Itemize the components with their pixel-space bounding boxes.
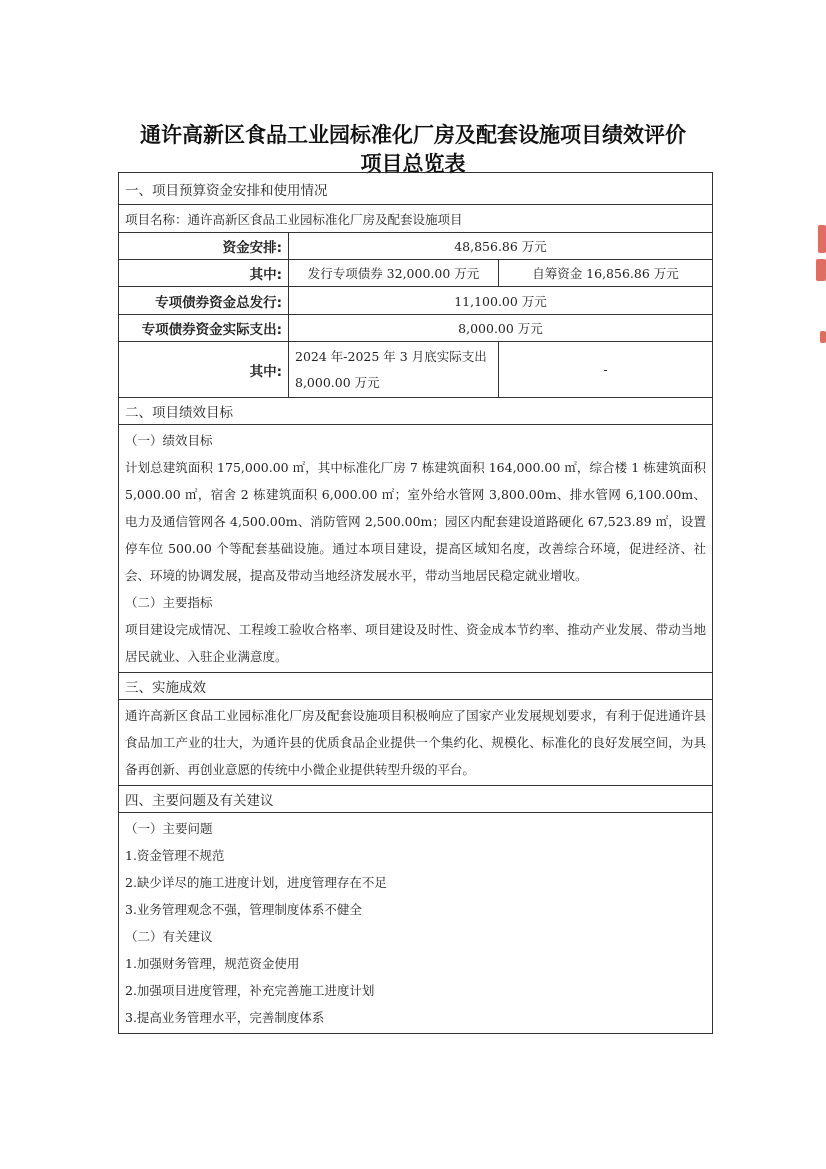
performance-goal-text: 计划总建筑面积 175,000.00 ㎡，其中标准化厂房 7 栋建筑面积 164,000.00 ㎡，综合楼 1 栋建筑面积 5,000.00 ㎡，宿舍 2 栋建筑面积 6,000.00 ㎡；室外给水管网 3,800.00m、排水管网 6,100.00m、电力及通信管网各 4,500.00m、消防管网 2,500.00m；园区内配套建设道路硬化 67,523.89 ㎡，设置停车位 500.00 个等配套基础设施。通过本项目建设，提高区域知名度，改善综合环境，促进经济、社会、环境的协调发展，提高及带动当地经济发展水平，带动当地居民稳定就业增收。 — [125, 460, 706, 583]
bond-spent-label: 专项债券资金实际支出: — [119, 315, 289, 342]
problem-item: 2.缺少详尽的施工进度计划，进度管理存在不足 — [125, 875, 387, 890]
section4-body — [119, 813, 713, 1034]
problem-item: 1.资金管理不规范 — [125, 848, 225, 863]
self-funded-amount: 自筹资金 16,856.86 万元 — [499, 260, 713, 287]
suggestion-item: 2.加强项目进度管理，补充完善施工进度计划 — [125, 983, 375, 998]
overview-table — [118, 172, 713, 1034]
suggestion-item: 3.提高业务管理水平，完善制度体系 — [125, 1010, 325, 1025]
indicators-subheading: （二）主要指标 — [125, 595, 213, 610]
document-title: 通许高新区食品工业园标准化厂房及配套设施项目绩效评价 — [140, 123, 686, 147]
bond-issued-label: 专项债券资金总发行: — [119, 287, 289, 315]
section4-heading: 四、主要问题及有关建议 — [119, 786, 713, 813]
funding-label: 资金安排: — [119, 233, 289, 260]
section1-heading: 一、项目预算资金安排和使用情况 — [119, 173, 713, 205]
section2-body — [119, 425, 713, 673]
funding-breakdown-label: 其中: — [119, 260, 289, 287]
problems-subheading: （一）主要问题 — [125, 821, 213, 836]
bond-spent-value: 8,000.00 万元 — [289, 315, 713, 342]
suggestion-item: 1.加强财务管理，规范资金使用 — [125, 956, 300, 971]
funding-value: 48,856.86 万元 — [289, 233, 713, 260]
document-subtitle: 项目总览表 — [360, 152, 466, 176]
spent-breakdown-label: 其中: — [119, 342, 289, 398]
spent-period-value: 2024 年-2025 年 3 月底实际支出 8,000.00 万元 — [289, 342, 499, 398]
seal-stamp-edge — [812, 225, 826, 360]
indicators-text: 项目建设完成情况、工程竣工验收合格率、项目建设及时性、资金成本节约率、推动产业发展、带动当地居民就业、入驻企业满意度。 — [125, 622, 706, 664]
spent-other-value: - — [499, 342, 713, 398]
project-name: 项目名称：通许高新区食品工业园标准化厂房及配套设施项目 — [119, 205, 713, 233]
suggestions-subheading: （二）有关建议 — [125, 929, 213, 944]
bond-issued-value: 11,100.00 万元 — [289, 287, 713, 315]
section3-body — [119, 700, 713, 786]
section2-heading: 二、项目绩效目标 — [119, 398, 713, 425]
results-text: 通许高新区食品工业园标准化厂房及配套设施项目积极响应了国家产业发展规划要求，有利于促进通许县食品加工产业的壮大，为通许县的优质食品企业提供一个集约化、规模化、标准化的良好发展空间，为具备再创新、再创业意愿的传统中小微企业提供转型升级的平台。 — [125, 708, 706, 777]
problem-item: 3.业务管理观念不强，管理制度体系不健全 — [125, 902, 362, 917]
bond-amount: 发行专项债券 32,000.00 万元 — [289, 260, 499, 287]
section3-heading: 三、实施成效 — [119, 673, 713, 700]
performance-goal-subheading: （一）绩效目标 — [125, 433, 213, 448]
